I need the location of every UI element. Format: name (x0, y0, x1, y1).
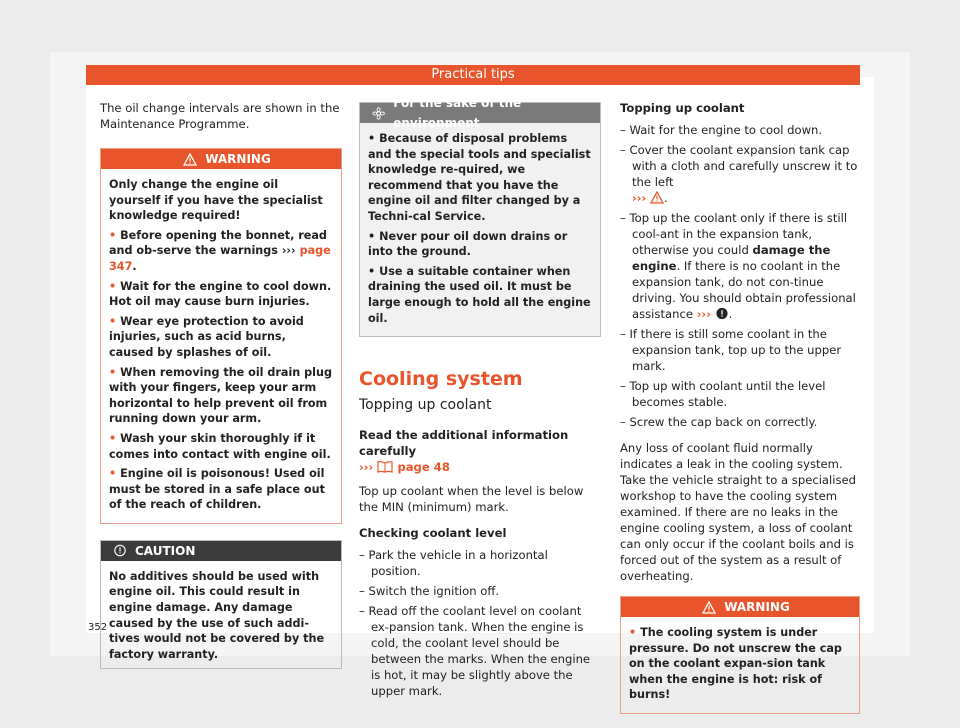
environment-title: For the sake of the environment (393, 96, 522, 130)
column-left (100, 100, 342, 683)
checking-steps (359, 547, 601, 699)
warning-header (621, 597, 859, 617)
coolant-intro: Top up coolant when the level is below the MIN (minimum) mark. (359, 484, 584, 515)
environment-box (359, 96, 601, 337)
section-header: Practical tips (86, 65, 860, 85)
book-icon (377, 460, 393, 473)
warning-header (101, 149, 341, 169)
caution-header (101, 541, 341, 561)
warning-item: • When removing the oil drain plug with your fingers, keep your arm horizontal to help prevent oil from running down your arm. (109, 365, 332, 426)
warning-box-cooling (620, 596, 860, 714)
oil-change-intro: The oil change intervals are shown in the Maintenance Programme. (100, 101, 340, 131)
warning-item: • Wear eye protection to avoid injuries, such as acid burns, caused by splashes of oil. (109, 314, 304, 359)
warning-lead: Only change the engine oil yourself if you have the specialist knowledge required! (109, 178, 323, 223)
list-item: – Screw the cap back on correctly. (620, 414, 860, 430)
page-48-link[interactable]: page 48 (397, 460, 450, 475)
checking-title: Checking coolant level (359, 526, 507, 541)
warning-triangle-icon (650, 191, 664, 204)
list-item: – Top up with coolant until the level becomes stable. (620, 378, 860, 410)
caution-body: No additives should be used with engine oil. This could result in engine damage. Any damage caused by the use of such addi-tives would not be covered by the factory warranty. (109, 569, 325, 661)
list-item: – If there is still some coolant in the expansion tank, top up to the upper mark. (620, 326, 860, 374)
warning-triangle-icon (702, 601, 716, 614)
environment-item: • Never pour oil down drains or into the ground. (368, 229, 568, 259)
warning-box-oil (100, 148, 342, 524)
subsection-title-topping: Topping up coolant (359, 397, 492, 414)
list-item: – Top up the coolant only if there is still cool-ant in the expansion tank, otherwise you could damage the engine. If there is no coolant in the expansion tank, do not con-tinue driving. You should obtain professional assistance ››› . (620, 210, 860, 322)
warning-triangle-icon (183, 153, 197, 166)
section-title-cooling: Cooling system (359, 368, 523, 391)
environment-item: • Use a suitable container when draining the used oil. It must be large enough to hold all the engine oil. (368, 264, 591, 325)
warning-item: • Engine oil is poisonous! Used oil must be stored in a safe place out of the reach of children. (109, 467, 325, 512)
warning-item: • Wash your skin thoroughly if it comes into contact with engine oil. (109, 431, 331, 461)
environment-header (360, 96, 600, 130)
warning-item: • Before opening the bonnet, read and ob-serve the warnings ››› page 347. (109, 228, 331, 273)
list-item: – Park the vehicle in a horizontal position. (359, 547, 601, 579)
list-item: – Read off the coolant level on coolant ex-pansion tank. When the engine is cold, the coolant level should be between the marks. When the engine is hot, it may be slightly above the upper mark. (359, 603, 601, 699)
list-item: – Wait for the engine to cool down. (620, 122, 860, 138)
environment-body (360, 123, 600, 336)
list-item: – Switch the ignition off. (359, 583, 601, 599)
warning-body (101, 169, 341, 523)
coolant-loss-paragraph: Any loss of coolant fluid normally indicates a leak in the cooling system. Take the vehicle straight to a specialised workshop to have the cooling system examined. If there are no leaks in the engine cooling system, a loss of coolant can only occur if the coolant boils and is forced out of the system as a result of overheating. (620, 441, 857, 583)
warning-item: • The cooling system is under pressure. Do not unscrew the cap on the coolant expan-sion tank when the engine is hot: risk of burns! (629, 626, 842, 702)
warning-body (621, 617, 859, 713)
topping-title: Topping up coolant (620, 101, 745, 115)
topping-steps (620, 122, 860, 430)
list-item: – Cover the coolant expansion tank cap with a cloth and carefully unscrew it to the left ››› . (620, 142, 860, 206)
environment-item: • Because of disposal problems and the special tools and specialist knowledge re-quired, we recommend that you have the engine oil and filter changed by a Techni-cal Service. (368, 132, 591, 223)
warning-title: WARNING (724, 600, 790, 614)
caution-box (100, 540, 342, 670)
warning-title: WARNING (205, 152, 271, 166)
flower-environment-icon (372, 107, 385, 120)
column-right (620, 100, 860, 728)
info-circle-icon (715, 307, 729, 320)
page-number: 352 (88, 622, 108, 633)
caution-title: CAUTION (135, 543, 196, 558)
warning-item: • Wait for the engine to cool down. Hot oil may cause burn injuries. (109, 279, 332, 309)
column-middle (359, 96, 601, 709)
info-circle-icon (113, 544, 127, 557)
read-more: Read the additional information carefully ››› page 48 (359, 428, 569, 475)
page-347-link[interactable]: page 347 (109, 244, 331, 273)
